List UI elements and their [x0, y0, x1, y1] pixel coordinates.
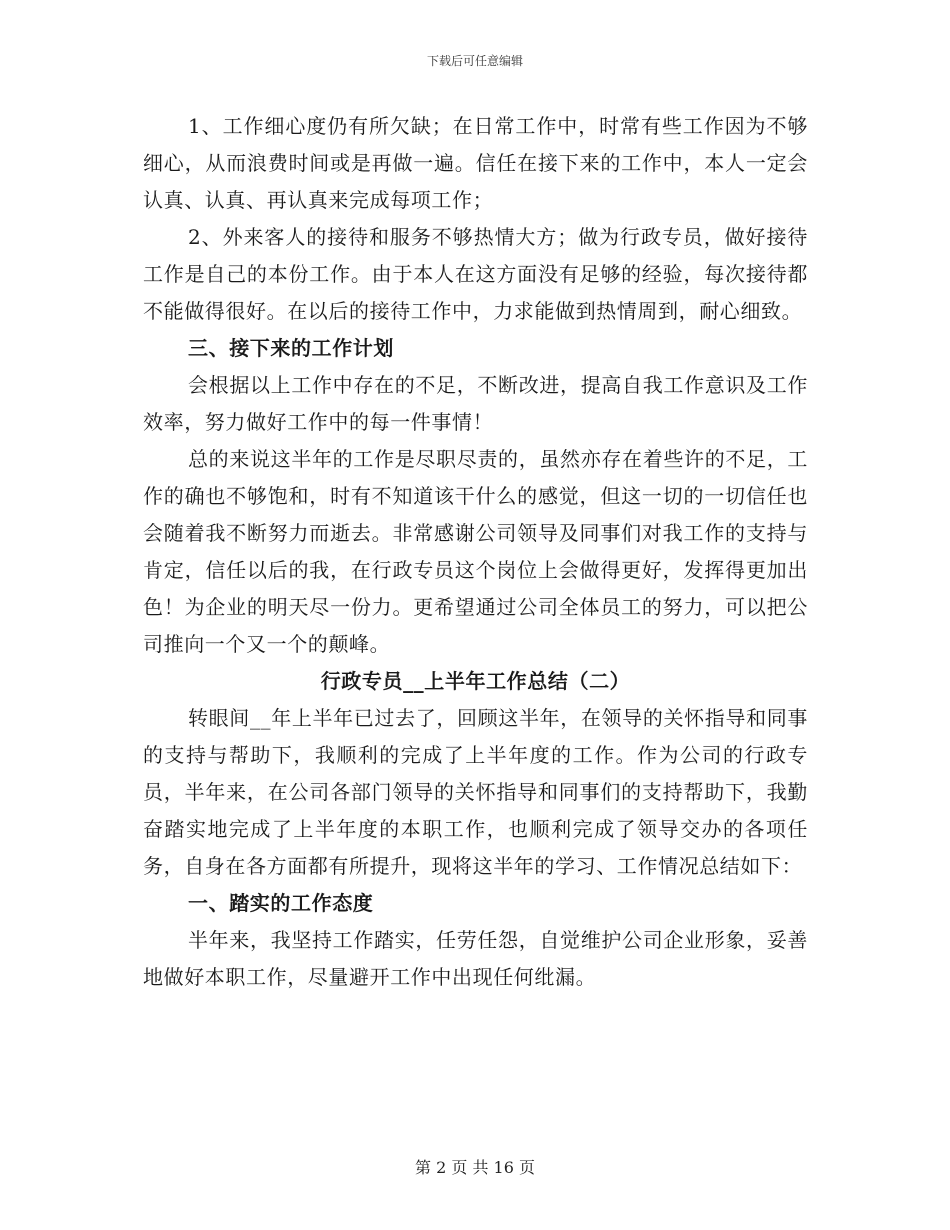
header-note: 下载后可任意编辑 — [426, 54, 523, 68]
paragraph-detail-lacking: 1、工作细心度仍有所欠缺；在日常工作中，时常有些工作因为不够细心，从而浪费时间或是再做一遍。信任在接下来的工作中，本人一定会认真、认真、再认真来完成每项工作； — [143, 114, 808, 212]
paragraph-summary: 总的来说这半年的工作是尽职尽责的，虽然亦存在着些许的不足，工作的确也不够饱和，时有不知道该干什么的感觉，但这一切的一切信任也会随着我不断努力而逝去。非常感谢公司领导及同事们对我工作的支持与肯定，信任以后的我，在行政专员这个岗位上会做得更好，发挥得更加出色！为企业的明天尽一份力。更希望通过公司全体员工的努力，可以把公司推向一个又一个的颠峰。 — [143, 447, 808, 656]
section-heading-work-attitude: 一、踏实的工作态度 — [188, 891, 374, 915]
paragraph-guest-reception: 2、外来客人的接待和服务不够热情大方；做为行政专员，做好接待工作是自己的本份工作。由于本人在这方面没有足够的经验，每次接待都不能做得很好。在以后的接待工作中，力求能做到热情周到，耐心细致。 — [143, 225, 808, 323]
paragraph-work-attitude: 半年来，我坚持工作踏实，任劳任怨，自觉维护公司企业形象，妥善地做好本职工作，尽量避开工作中出现任何纰漏。 — [143, 928, 808, 989]
paragraph-intro-part-two: 转眼间__年上半年已过去了，回顾这半年，在领导的关怀指导和同事的支持与帮助下，我顺利的完成了上半年度的工作。作为公司的行政专员，半年来，在公司各部门领导的关怀指导和同事们的支持帮助下，我勤奋踏实地完成了上半年度的本职工作，也顺利完成了领导交办的各项任务，自身在各方面都有所提升，现将这半年的学习、工作情况总结如下： — [143, 706, 808, 878]
document-title-part-two: 行政专员__上半年工作总结（二） — [320, 669, 631, 693]
paragraph-improvement: 会根据以上工作中存在的不足，不断改进，提高自我工作意识及工作效率，努力做好工作中的每一件事情！ — [143, 373, 808, 434]
document-body — [143, 108, 808, 996]
page-number: 第 2 页 共 16 页 — [415, 1158, 535, 1177]
section-heading-work-plan: 三、接下来的工作计划 — [188, 336, 394, 360]
